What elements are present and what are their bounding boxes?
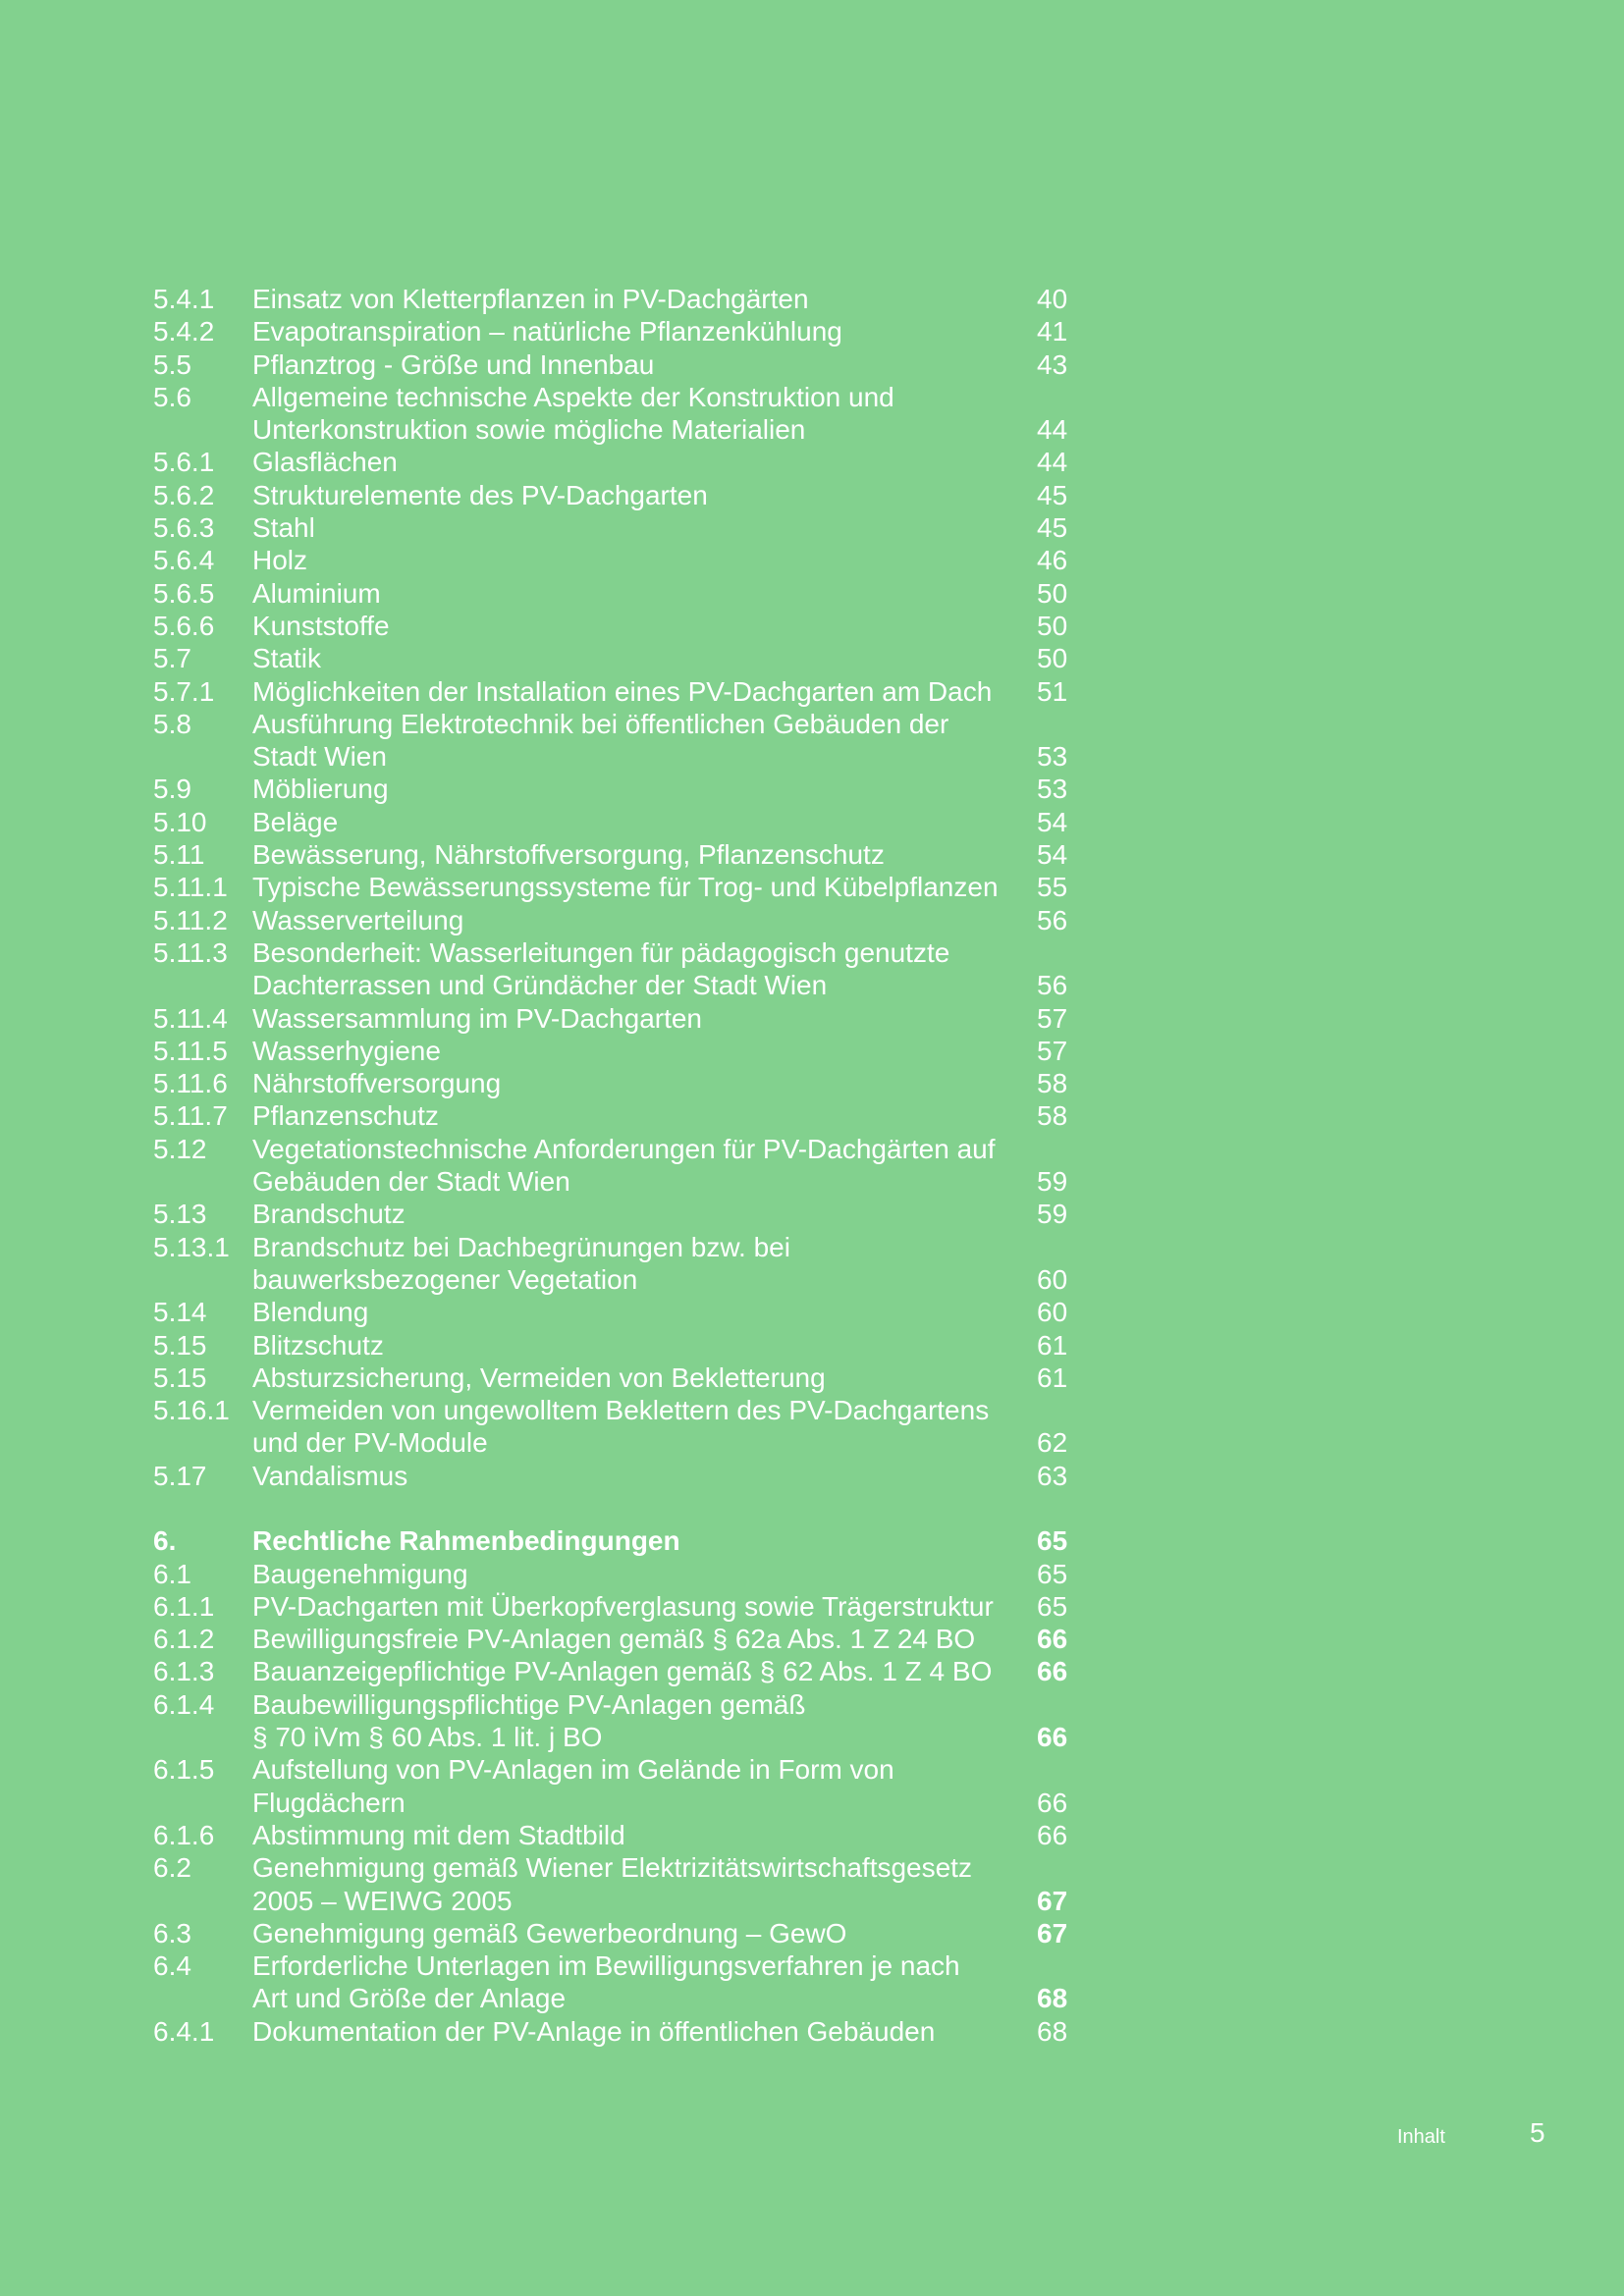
toc-entry-page: 66 bbox=[1037, 1722, 1068, 1753]
toc-entry-page: 61 bbox=[1037, 1362, 1068, 1393]
toc-entry-page: 55 bbox=[1037, 872, 1068, 903]
toc-entry-title bbox=[252, 838, 1037, 871]
toc-entry-title-line: Stadt Wien bbox=[252, 741, 387, 773]
toc-entry-title-line: Flugdächern bbox=[252, 1787, 406, 1818]
toc-entry-page: 65 bbox=[1037, 1590, 1068, 1622]
toc-entry-page: 45 bbox=[1037, 479, 1068, 510]
toc-entry-page: 58 bbox=[1037, 1068, 1068, 1099]
toc-entry[interactable] bbox=[153, 1753, 1076, 1819]
toc-entry-title bbox=[252, 2015, 1037, 2048]
toc-entry-title bbox=[252, 1819, 1037, 1851]
toc-entry-page: 44 bbox=[1037, 447, 1068, 478]
toc-entry[interactable] bbox=[153, 1231, 1076, 1297]
toc-entry-page: 66 bbox=[1037, 1787, 1068, 1818]
toc-entry-page: 66 bbox=[1037, 1624, 1068, 1655]
toc-entry-page: 46 bbox=[1037, 545, 1068, 576]
toc-entry-page: 41 bbox=[1037, 316, 1068, 347]
toc-entry-number: 5.17 bbox=[153, 1460, 207, 1491]
toc-entry[interactable] bbox=[153, 773, 1076, 805]
toc-entry-title bbox=[252, 904, 1037, 936]
toc-entry-page: 59 bbox=[1037, 1199, 1068, 1230]
toc-entry-title-line: Statik bbox=[252, 643, 322, 674]
toc-entry-number: 5.12 bbox=[153, 1133, 207, 1164]
toc-entry-title-line: Art und Größe der Anlage bbox=[252, 1983, 567, 2014]
toc-entry-title-line: Vermeiden von ungewolltem Beklettern des PV-Dachgartens bbox=[252, 1395, 990, 1426]
toc-entry-title-line: Pflanztrog - Größe und Innenbau bbox=[252, 348, 655, 380]
toc-entry-page: 63 bbox=[1037, 1460, 1068, 1491]
toc-entry-page: 56 bbox=[1037, 904, 1068, 935]
toc-entry-number: 5.8 bbox=[153, 708, 191, 739]
toc-entry-title-line: Gebäuden der Stadt Wien bbox=[252, 1166, 570, 1198]
toc-entry-page: 60 bbox=[1037, 1263, 1068, 1295]
toc-entry[interactable] bbox=[153, 1002, 1076, 1035]
toc-entry-title-line: Evapotranspiration – natürliche Pflanzenkühlung bbox=[252, 316, 842, 347]
toc-entry-title bbox=[252, 936, 1037, 1002]
toc-entry-title-line: Beläge bbox=[252, 806, 339, 837]
toc-entry[interactable] bbox=[153, 1655, 1076, 1687]
toc-entry-number: 6. bbox=[153, 1525, 177, 1557]
toc-entry[interactable] bbox=[153, 2015, 1076, 2048]
toc-entry-title-line: Bauanzeigepflichtige PV-Anlagen gemäß § 62 Abs. 1 Z 4 BO bbox=[252, 1656, 993, 1687]
toc-entry-title-line: Strukturelemente des PV-Dachgarten bbox=[252, 479, 708, 510]
toc-entry[interactable] bbox=[153, 1558, 1076, 1590]
toc-entry-title-line: Baugenehmigung bbox=[252, 1558, 468, 1589]
toc-entry-number: 6.1.5 bbox=[153, 1754, 215, 1786]
toc-entry-title-line: Aufstellung von PV-Anlagen im Gelände in Form von bbox=[252, 1754, 894, 1786]
toc-entry-title bbox=[252, 1655, 1037, 1687]
toc-entry-title-line: Bewässerung, Nährstoffversorgung, Pflanzenschutz bbox=[252, 839, 885, 871]
toc-entry-title bbox=[252, 1394, 1037, 1460]
toc-entry-title bbox=[252, 1558, 1037, 1590]
toc-entry[interactable] bbox=[153, 283, 1076, 315]
toc-entry-title-line: Vandalismus bbox=[252, 1460, 408, 1491]
toc-entry-number: 5.4.2 bbox=[153, 316, 215, 347]
toc-entry[interactable] bbox=[153, 577, 1076, 610]
toc-entry-number: 5.5 bbox=[153, 348, 191, 380]
toc-entry[interactable] bbox=[153, 479, 1076, 511]
toc-entry-title-line: Möglichkeiten der Installation eines PV-Dachgarten am Dach bbox=[252, 675, 993, 707]
toc-entry-page: 67 bbox=[1037, 1885, 1068, 1916]
toc-entry-page: 59 bbox=[1037, 1166, 1068, 1198]
toc-entry-title bbox=[252, 283, 1037, 315]
toc-entry[interactable] bbox=[153, 1198, 1076, 1230]
toc-entry-page: 43 bbox=[1037, 348, 1068, 380]
toc-entry-title bbox=[252, 1851, 1037, 1917]
toc-entry-title bbox=[252, 871, 1037, 903]
toc-entry-number: 6.2 bbox=[153, 1852, 191, 1884]
toc-entry-number: 5.11.6 bbox=[153, 1068, 228, 1099]
toc-entry-title bbox=[252, 1460, 1037, 1492]
toc-entry[interactable] bbox=[153, 806, 1076, 838]
toc-entry[interactable] bbox=[153, 1067, 1076, 1099]
toc-entry-number: 5.6.6 bbox=[153, 610, 215, 641]
toc-entry-page: 54 bbox=[1037, 839, 1068, 871]
toc-entry-number: 5.15 bbox=[153, 1329, 207, 1361]
toc-entry-title bbox=[252, 1688, 1037, 1754]
toc-entry-page: 56 bbox=[1037, 970, 1068, 1001]
toc-entry-title-line: Aluminium bbox=[252, 577, 381, 609]
toc-entry-number: 6.1 bbox=[153, 1558, 191, 1589]
toc-entry-number: 5.4.1 bbox=[153, 284, 215, 314]
toc-entry-title-line: Unterkonstruktion sowie mögliche Materialien bbox=[252, 414, 806, 446]
toc-entry-title-line: Ausführung Elektrotechnik bei öffentlichen Gebäuden der bbox=[252, 708, 949, 739]
toc-entry-number: 5.11.7 bbox=[153, 1100, 228, 1132]
toc-entry-title bbox=[252, 381, 1037, 447]
toc-entry-title-line: Allgemeine technische Aspekte der Konstruktion und bbox=[252, 381, 894, 412]
toc-entry-title-line: Stahl bbox=[252, 512, 315, 544]
toc-entry[interactable] bbox=[153, 936, 1076, 1002]
toc-entry-page: 50 bbox=[1037, 610, 1068, 641]
toc-entry[interactable] bbox=[153, 1394, 1076, 1460]
toc-entry[interactable] bbox=[153, 1460, 1076, 1492]
toc-entry-number: 5.13 bbox=[153, 1199, 207, 1230]
toc-entry-title-line: 2005 – WEIWG 2005 bbox=[252, 1885, 513, 1916]
toc-entry-title-line: Wasserhygiene bbox=[252, 1035, 441, 1066]
toc-entry[interactable] bbox=[153, 1851, 1076, 1917]
toc-entry-title bbox=[252, 1231, 1037, 1297]
toc-entry-number: 5.11.3 bbox=[153, 936, 228, 968]
toc-entry-number: 5.11 bbox=[153, 839, 205, 871]
toc-entry[interactable] bbox=[153, 446, 1076, 478]
toc-entry-title-line: Absturzsicherung, Vermeiden von Bekletterung bbox=[252, 1362, 826, 1393]
toc-entry-page: 51 bbox=[1037, 675, 1068, 707]
toc-entry-title-line: Nährstoffversorgung bbox=[252, 1068, 502, 1099]
toc-entry-number: 5.6.4 bbox=[153, 545, 215, 576]
toc-entry-number: 5.11.2 bbox=[153, 904, 228, 935]
toc-entry-number: 6.4.1 bbox=[153, 2015, 215, 2047]
toc-entry-title-line: Holz bbox=[252, 545, 308, 576]
toc-entry-number: 5.6 bbox=[153, 381, 191, 412]
toc-entry-number: 6.1.6 bbox=[153, 1819, 215, 1850]
toc-entry-title bbox=[252, 773, 1037, 805]
toc-entry[interactable] bbox=[153, 1688, 1076, 1754]
toc-entry-title bbox=[252, 675, 1037, 708]
toc-entry[interactable] bbox=[153, 1590, 1076, 1623]
toc-entry[interactable] bbox=[153, 381, 1076, 447]
toc-entry-title-line: Brandschutz bei Dachbegrünungen bzw. bei bbox=[252, 1231, 790, 1262]
toc-entry-title-line: Einsatz von Kletterpflanzen in PV-Dachgärten bbox=[252, 284, 809, 314]
toc-entry-title-line: Abstimmung mit dem Stadtbild bbox=[252, 1819, 625, 1850]
toc-entry-page: 67 bbox=[1037, 1917, 1068, 1949]
toc-entry-title-line: § 70 iVm § 60 Abs. 1 lit. j BO bbox=[252, 1722, 603, 1753]
toc-entry-number: 5.6.5 bbox=[153, 577, 215, 609]
toc-entry-number: 5.16.1 bbox=[153, 1395, 230, 1426]
toc-entry-number: 5.6.1 bbox=[153, 447, 215, 478]
toc-entry-page: 50 bbox=[1037, 643, 1068, 674]
toc-entry-number: 6.1.1 bbox=[153, 1590, 215, 1622]
toc-entry-page: 53 bbox=[1037, 741, 1068, 773]
toc-entry-number: 5.11.1 bbox=[153, 872, 228, 903]
toc-entry-number: 5.15 bbox=[153, 1362, 207, 1393]
toc-entry-page: 61 bbox=[1037, 1329, 1068, 1361]
toc-entry-title-line: Rechtliche Rahmenbedingungen bbox=[252, 1525, 680, 1557]
toc-entry-title bbox=[252, 1133, 1037, 1199]
toc-entry-title-line: Dachterrassen und Gründächer der Stadt Wien bbox=[252, 970, 828, 1001]
footer-section-label: Inhalt bbox=[1397, 2126, 1445, 2148]
toc-entry-title bbox=[252, 1623, 1037, 1655]
toc-entry-title bbox=[252, 642, 1037, 674]
toc-entry[interactable] bbox=[153, 1296, 1076, 1328]
toc-entry-title-line: Wasserverteilung bbox=[252, 904, 464, 935]
toc-entry-number: 6.1.3 bbox=[153, 1656, 215, 1687]
toc-entry-title-line: Glasflächen bbox=[252, 447, 398, 478]
toc-entry-title-line: Blendung bbox=[252, 1297, 369, 1328]
toc-entry-title bbox=[252, 511, 1037, 544]
toc-entry-number: 5.9 bbox=[153, 774, 191, 805]
toc-entry-number: 5.11.5 bbox=[153, 1035, 228, 1066]
toc-entry-title-line: Pflanzenschutz bbox=[252, 1100, 439, 1132]
toc-entry-title-line: Besonderheit: Wasserleitungen für pädagogisch genutzte bbox=[252, 936, 950, 968]
toc-entry-title-line: Erforderliche Unterlagen im Bewilligungsverfahren je nach bbox=[252, 1950, 960, 1982]
toc-entry-title-line: Vegetationstechnische Anforderungen für PV-Dachgärten auf bbox=[252, 1133, 996, 1164]
toc-entry-title-line: bauwerksbezogener Vegetation bbox=[252, 1263, 638, 1295]
toc-entry-number: 5.7.1 bbox=[153, 675, 215, 707]
toc-entry[interactable] bbox=[153, 1917, 1076, 1949]
toc-entry-number: 5.10 bbox=[153, 806, 207, 837]
toc-entry-title-line: und der PV-Module bbox=[252, 1427, 488, 1459]
toc-entry-title-line: Genehmigung gemäß Gewerbeordnung – GewO bbox=[252, 1917, 847, 1949]
toc-entry[interactable] bbox=[153, 871, 1076, 903]
toc-entry-title-line: Brandschutz bbox=[252, 1199, 406, 1230]
toc-entry[interactable] bbox=[153, 610, 1076, 642]
toc-entry-page: 53 bbox=[1037, 774, 1068, 805]
toc-entry-title-line: Wassersammlung im PV-Dachgarten bbox=[252, 1002, 703, 1034]
toc-entry-number: 6.1.4 bbox=[153, 1688, 215, 1720]
toc-entry-number: 6.1.2 bbox=[153, 1624, 215, 1655]
toc-entry-page: 68 bbox=[1037, 1983, 1068, 2014]
toc-entry[interactable] bbox=[153, 1524, 1076, 1557]
toc-entry-title bbox=[252, 446, 1037, 478]
toc-entry-page: 54 bbox=[1037, 806, 1068, 837]
toc-entry-title-line: Bewilligungsfreie PV-Anlagen gemäß § 62a Abs. 1 Z 24 BO bbox=[252, 1624, 976, 1655]
toc-entry-title-line: Kunststoffe bbox=[252, 610, 390, 641]
toc-entry-title bbox=[252, 315, 1037, 347]
toc-entry-page: 40 bbox=[1037, 284, 1068, 314]
toc-entry-title bbox=[252, 1296, 1037, 1328]
toc-entry-title-line: Dokumentation der PV-Anlage in öffentlichen Gebäuden bbox=[252, 2015, 936, 2047]
toc-entry-page: 57 bbox=[1037, 1002, 1068, 1034]
toc-entry-page: 58 bbox=[1037, 1100, 1068, 1132]
toc-entry-title bbox=[252, 577, 1037, 610]
toc-entry-title bbox=[252, 1362, 1037, 1394]
toc-entry-title bbox=[252, 1524, 1037, 1557]
toc-entry[interactable] bbox=[153, 904, 1076, 936]
toc-entry-title bbox=[252, 1198, 1037, 1230]
toc-entry-page: 45 bbox=[1037, 512, 1068, 544]
toc-entry-title bbox=[252, 708, 1037, 774]
toc-entry-number: 5.6.2 bbox=[153, 479, 215, 510]
toc-entry-title bbox=[252, 806, 1037, 838]
toc-entry[interactable] bbox=[153, 1949, 1076, 2015]
toc-entry-title bbox=[252, 610, 1037, 642]
toc-entry-page: 66 bbox=[1037, 1819, 1068, 1850]
toc-entry[interactable] bbox=[153, 1623, 1076, 1655]
toc-entry-title-line: Baubewilligungspflichtige PV-Anlagen gemäß bbox=[252, 1688, 806, 1720]
toc-entry-title-line: Blitzschutz bbox=[252, 1329, 384, 1361]
toc-entry-title bbox=[252, 1590, 1037, 1623]
toc-entry[interactable] bbox=[153, 348, 1076, 381]
toc-entry-number: 6.3 bbox=[153, 1917, 191, 1949]
toc-entry-page: 50 bbox=[1037, 577, 1068, 609]
toc-entry-title-line: Genehmigung gemäß Wiener Elektrizitätswirtschaftsgesetz bbox=[252, 1852, 972, 1884]
table-of-contents bbox=[153, 283, 1076, 2048]
toc-entry-number: 5.13.1 bbox=[153, 1231, 230, 1262]
toc-entry-number: 5.6.3 bbox=[153, 512, 215, 544]
toc-entry[interactable] bbox=[153, 1099, 1076, 1132]
toc-entry[interactable] bbox=[153, 511, 1076, 544]
toc-entry-page: 65 bbox=[1037, 1558, 1068, 1589]
toc-entry-title bbox=[252, 479, 1037, 511]
toc-entry[interactable] bbox=[153, 1362, 1076, 1394]
toc-entry[interactable] bbox=[153, 544, 1076, 576]
toc-entry[interactable] bbox=[153, 1133, 1076, 1199]
toc-entry-page: 60 bbox=[1037, 1297, 1068, 1328]
toc-entry-number: 5.7 bbox=[153, 643, 191, 674]
toc-entry-title bbox=[252, 1949, 1037, 2015]
toc-entry-number: 5.11.4 bbox=[153, 1002, 228, 1034]
toc-entry-title bbox=[252, 1067, 1037, 1099]
toc-entry-title bbox=[252, 1099, 1037, 1132]
toc-entry-title bbox=[252, 348, 1037, 381]
toc-entry-number: 5.14 bbox=[153, 1297, 207, 1328]
toc-entry[interactable] bbox=[153, 675, 1076, 708]
toc-entry-title bbox=[252, 1329, 1037, 1362]
toc-entry[interactable] bbox=[153, 838, 1076, 871]
toc-entry-page: 68 bbox=[1037, 2015, 1068, 2047]
toc-entry-page: 62 bbox=[1037, 1427, 1068, 1459]
toc-entry-title bbox=[252, 1002, 1037, 1035]
toc-entry-title bbox=[252, 1917, 1037, 1949]
toc-entry-page: 57 bbox=[1037, 1035, 1068, 1066]
toc-entry[interactable] bbox=[153, 1819, 1076, 1851]
toc-entry[interactable] bbox=[153, 708, 1076, 774]
toc-entry-title bbox=[252, 1753, 1037, 1819]
toc-entry[interactable] bbox=[153, 1035, 1076, 1067]
toc-entry[interactable] bbox=[153, 1329, 1076, 1362]
toc-entry-title-line: PV-Dachgarten mit Überkopfverglasung sowie Trägerstruktur bbox=[252, 1590, 994, 1622]
footer-page-number: 5 bbox=[1530, 2117, 1545, 2148]
toc-entry-page: 65 bbox=[1037, 1525, 1068, 1557]
toc-entry-title-line: Möblierung bbox=[252, 774, 389, 805]
toc-entry-title bbox=[252, 1035, 1037, 1067]
toc-entry-number: 6.4 bbox=[153, 1950, 191, 1982]
toc-entry-title-line: Typische Bewässerungssysteme für Trog- und Kübelpflanzen bbox=[252, 872, 999, 903]
toc-entry-page: 44 bbox=[1037, 414, 1068, 446]
toc-entry-page: 66 bbox=[1037, 1656, 1068, 1687]
toc-entry-title bbox=[252, 544, 1037, 576]
toc-entry[interactable] bbox=[153, 642, 1076, 674]
toc-entry[interactable] bbox=[153, 315, 1076, 347]
